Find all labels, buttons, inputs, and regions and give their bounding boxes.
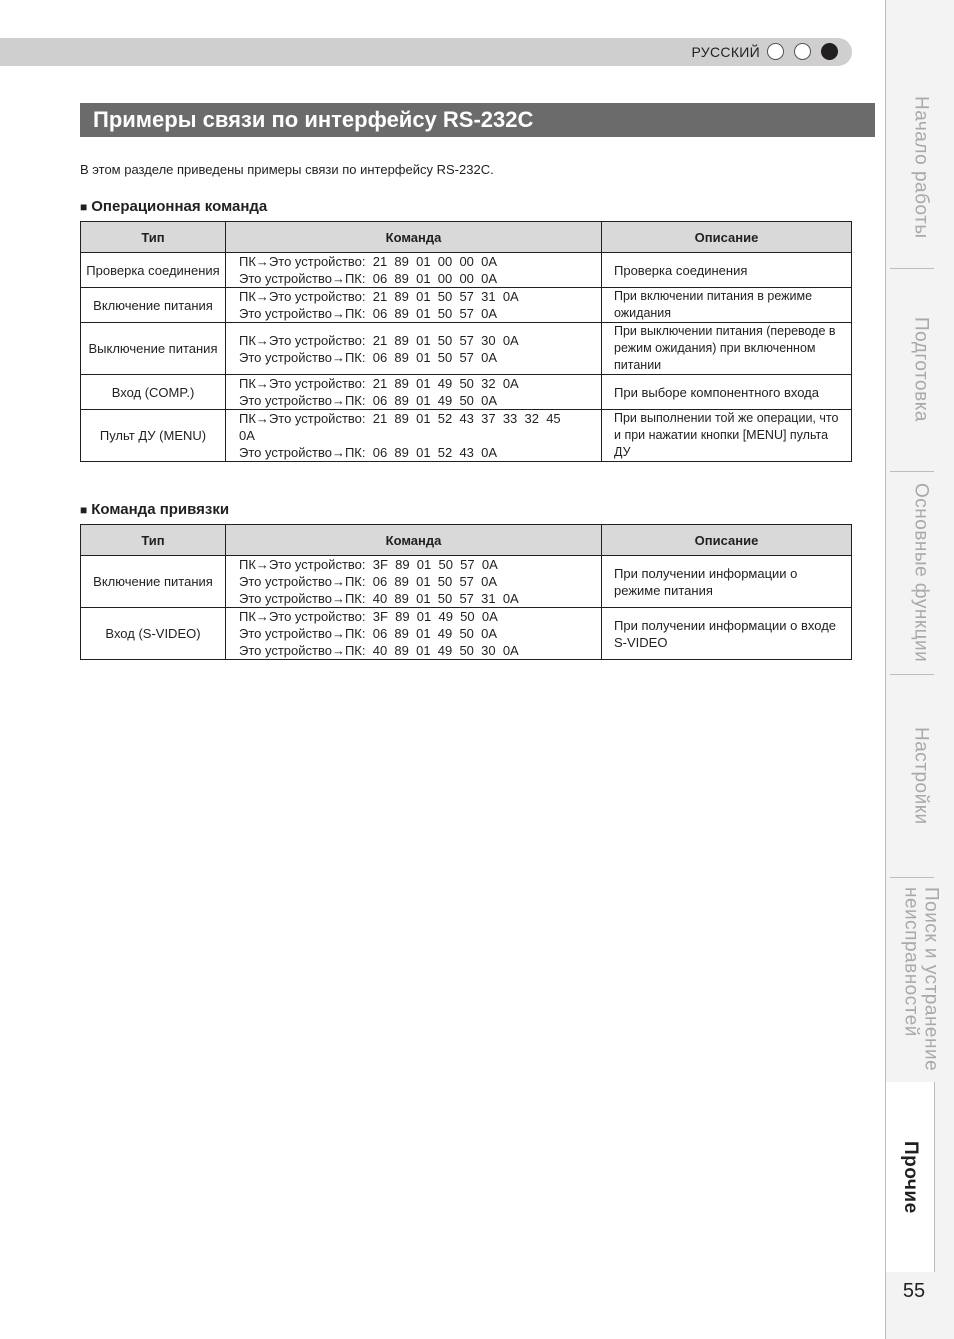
tab-troubleshooting[interactable] <box>886 881 954 1077</box>
table-row <box>81 288 852 323</box>
row-type: Вход (S-VIDEO) <box>81 608 226 660</box>
row-description: При выполнении той же операции, что и при нажатии кнопки [MENU] пульта ДУ <box>602 410 852 462</box>
table-row <box>81 253 852 288</box>
tab-label: Начало работы <box>910 96 932 239</box>
section-heading-label: Команда привязки <box>91 501 230 518</box>
row-type: Выключение питания <box>81 323 226 375</box>
tab-settings[interactable] <box>886 678 954 874</box>
tab-divider <box>890 471 934 472</box>
row-command: ПК→Это устройство: 3F 89 01 49 50 0A Это устройство→ПК: 06 89 01 49 50 0A Это устройство→ПК: 40 89 01 49 50 30 0A <box>226 608 602 660</box>
column-header-description: Описание <box>602 222 852 253</box>
table-row <box>81 608 852 660</box>
row-description: При выключении питания (переводе в режим ожидания) при включенном питании <box>602 323 852 375</box>
intro-text: В этом разделе приведены примеры связи по интерфейсу RS-232C. <box>80 162 494 177</box>
table-header-row <box>81 222 852 253</box>
row-type: Проверка соединения <box>81 253 226 288</box>
row-command: ПК→Это устройство: 21 89 01 49 50 32 0A Это устройство→ПК: 06 89 01 49 50 0A <box>226 375 602 410</box>
row-type: Вход (COMP.) <box>81 375 226 410</box>
table-row <box>81 375 852 410</box>
tab-label: Основные функции <box>910 483 932 663</box>
section-heading-binding <box>80 501 229 518</box>
row-description: При выборе компонентного входа <box>602 375 852 410</box>
table-header-row <box>81 525 852 556</box>
filled-circle-icon <box>821 43 838 60</box>
square-bullet-icon: ■ <box>80 200 88 214</box>
tab-basic-functions[interactable] <box>886 475 954 671</box>
row-command: ПК→Это устройство: 21 89 01 50 57 31 0A Это устройство→ПК: 06 89 01 50 57 0A <box>226 288 602 323</box>
section-heading-label: Операционная команда <box>91 198 268 215</box>
row-description: При получении информации о входе S-VIDEO <box>602 608 852 660</box>
row-type: Включение питания <box>81 556 226 608</box>
tab-label: Поиск и устранение неисправностей <box>900 886 942 1072</box>
tab-getting-started[interactable] <box>886 70 954 265</box>
tab-divider <box>890 877 934 878</box>
column-header-description: Описание <box>602 525 852 556</box>
circle-icon <box>767 43 784 60</box>
square-bullet-icon: ■ <box>80 503 88 517</box>
row-command: ПК→Это устройство: 21 89 01 52 43 37 33 32 45 0A Это устройство→ПК: 06 89 01 52 43 0A <box>226 410 602 462</box>
language-bar <box>0 38 852 66</box>
section-heading-operation <box>80 198 267 215</box>
table-row <box>81 410 852 462</box>
row-description: При включении питания в режиме ожидания <box>602 288 852 323</box>
language-label: РУССКИЙ <box>691 44 760 60</box>
tab-preparation[interactable] <box>886 272 954 468</box>
tab-label: Прочие <box>900 1140 921 1214</box>
table-row <box>81 556 852 608</box>
row-description: При получении информации о режиме питания <box>602 556 852 608</box>
tab-other[interactable] <box>886 1084 934 1270</box>
tab-divider <box>890 268 934 269</box>
tab-label: Подготовка <box>910 317 932 423</box>
page-title: Примеры связи по интерфейсу RS-232C <box>80 103 875 137</box>
tab-divider <box>890 674 934 675</box>
row-command: ПК→Это устройство: 21 89 01 50 57 30 0A Это устройство→ПК: 06 89 01 50 57 0A <box>226 323 602 375</box>
binding-command-table <box>80 524 852 660</box>
table-row <box>81 323 852 375</box>
column-header-type: Тип <box>81 222 226 253</box>
operation-command-table <box>80 221 852 462</box>
row-type: Включение питания <box>81 288 226 323</box>
page-number: 55 <box>902 1280 926 1302</box>
row-command: ПК→Это устройство: 21 89 01 00 00 0A Это устройство→ПК: 06 89 01 00 00 0A <box>226 253 602 288</box>
chapter-sidebar <box>885 0 954 1339</box>
column-header-type: Тип <box>81 525 226 556</box>
row-type: Пульт ДУ (MENU) <box>81 410 226 462</box>
row-description: Проверка соединения <box>602 253 852 288</box>
column-header-command: Команда <box>226 525 602 556</box>
row-command: ПК→Это устройство: 3F 89 01 50 57 0A Это устройство→ПК: 06 89 01 50 57 0A Это устройство→ПК: 40 89 01 50 57 31 0A <box>226 556 602 608</box>
tab-label: Настройки <box>910 727 932 825</box>
circle-icon <box>794 43 811 60</box>
column-header-command: Команда <box>226 222 602 253</box>
